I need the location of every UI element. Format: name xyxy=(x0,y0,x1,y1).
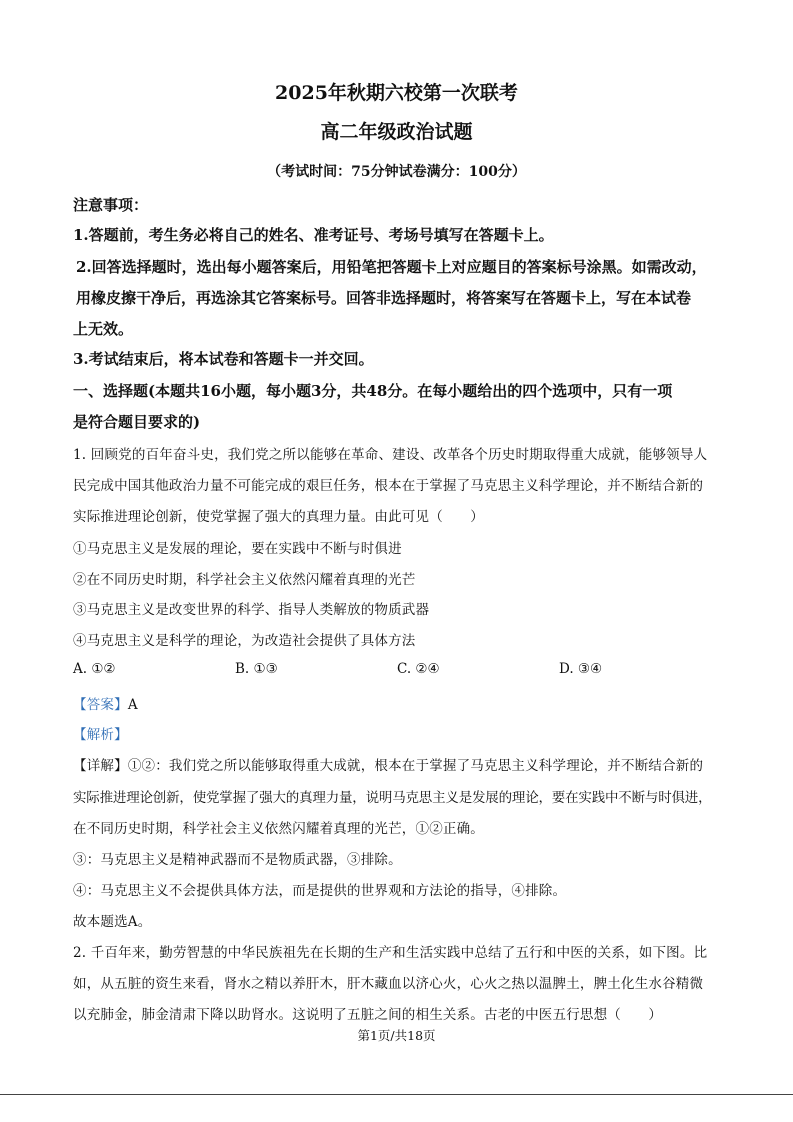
exam-subtitle: 高二年级政治试题 xyxy=(320,121,473,143)
exam-info: （考试时间：75分钟试卷满分：100分） xyxy=(267,164,526,180)
q1-option-d: D. ③④ xyxy=(559,661,603,677)
analysis-label: 【解析】 xyxy=(73,727,128,743)
note-line: 用橡皮擦干净后，再选涂其它答案标号。回答非选择题时，将答案写在答题卡上，写在本试卷 xyxy=(76,289,692,307)
q1-answer xyxy=(73,693,138,713)
q1-detail-line: 在不同历史时期，科学社会主义依然闪耀着真理的光芒，①②正确。 xyxy=(73,821,484,837)
q1-option-c: C. ②④ xyxy=(397,661,440,677)
notes-heading: 注意事项： xyxy=(73,196,149,214)
answer-label: 【答案】 xyxy=(73,697,128,713)
note-line: 1.答题前，考生务必将自己的姓名、准考证号、考场号填写在答题卡上。 xyxy=(73,226,554,244)
q1-stem-line: 民完成中国其他政治力量不可能完成的艰巨任务，根本在于掌握了马克思主义科学理论，并不断结合新的 xyxy=(73,478,704,494)
q1-statement: ②在不同历史时期，科学社会主义依然闪耀着真理的光芒 xyxy=(73,572,416,588)
q2-stem-line: 以充肺金，肺金清肃下降以助肾水。这说明了五脏之间的相生关系。古老的中医五行思想（ ） xyxy=(73,1007,663,1023)
q2-stem-line: 2. 千百年来，勤劳智慧的中华民族祖先在长期的生产和生活实践中总结了五行和中医的关系，如下图。比 xyxy=(73,945,708,961)
q1-detail-line: 实际推进理论创新，使党掌握了强大的真理力量，说明马克思主义是发展的理论，要在实践中不断与时俱进， xyxy=(73,790,712,806)
section-heading: 一、选择题(本题共16小题，每小题3分，共48分。在每小题给出的四个选项中，只有一项 xyxy=(73,382,673,400)
detail-label: 【详解】 xyxy=(73,758,128,774)
page-bottom-divider xyxy=(0,1094,793,1095)
q1-statement: ①马克思主义是发展的理论，要在实践中不断与时俱进 xyxy=(73,541,402,557)
note-line: 3.考试结束后，将本试卷和答题卡一并交回。 xyxy=(73,350,374,368)
exam-title: 2025年秋期六校第一次联考 xyxy=(275,82,518,104)
q1-detail-line: ③：马克思主义是精神武器而不是物质武器，③排除。 xyxy=(73,852,402,868)
q1-stem-line: 实际推进理论创新，使党掌握了强大的真理力量。由此可见（ ） xyxy=(73,509,484,525)
q1-option-b: B. ①③ xyxy=(235,661,278,677)
q1-statement: ④马克思主义是科学的理论，为改造社会提供了具体方法 xyxy=(73,633,416,649)
section-heading-cont: 是符合题目要求的) xyxy=(73,413,201,431)
q1-detail-line: 故本题选A。 xyxy=(73,914,152,930)
note-line: 上无效。 xyxy=(73,320,134,338)
q1-stem-line: 1. 回顾党的百年奋斗史，我们党之所以能够在革命、建设、改革各个历史时期取得重大成就，能够领导人 xyxy=(73,447,708,463)
q1-statement: ③马克思主义是改变世界的科学、指导人类解放的物质武器 xyxy=(73,602,430,618)
q1-detail-line xyxy=(73,754,703,774)
q2-stem-line: 如，从五脏的资生来看，肾水之精以养肝木，肝木藏血以济心火，心火之热以温脾土，脾土化生水谷精微 xyxy=(73,976,704,992)
q1-option-a: A. ①② xyxy=(73,661,116,677)
q1-detail-line: ④：马克思主义不会提供具体方法，而是提供的世界观和方法论的指导，④排除。 xyxy=(73,883,567,899)
page-number: 第1页/共18页 xyxy=(357,1028,436,1043)
detail-text: ①②：我们党之所以能够取得重大成就，根本在于掌握了马克思主义科学理论，并不断结合新的 xyxy=(127,758,704,774)
answer-value: A xyxy=(127,697,138,713)
note-line: 2.回答选择题时，选出每小题答案后，用铅笔把答题卡上对应题目的答案标号涂黑。如需改动， xyxy=(76,258,707,276)
